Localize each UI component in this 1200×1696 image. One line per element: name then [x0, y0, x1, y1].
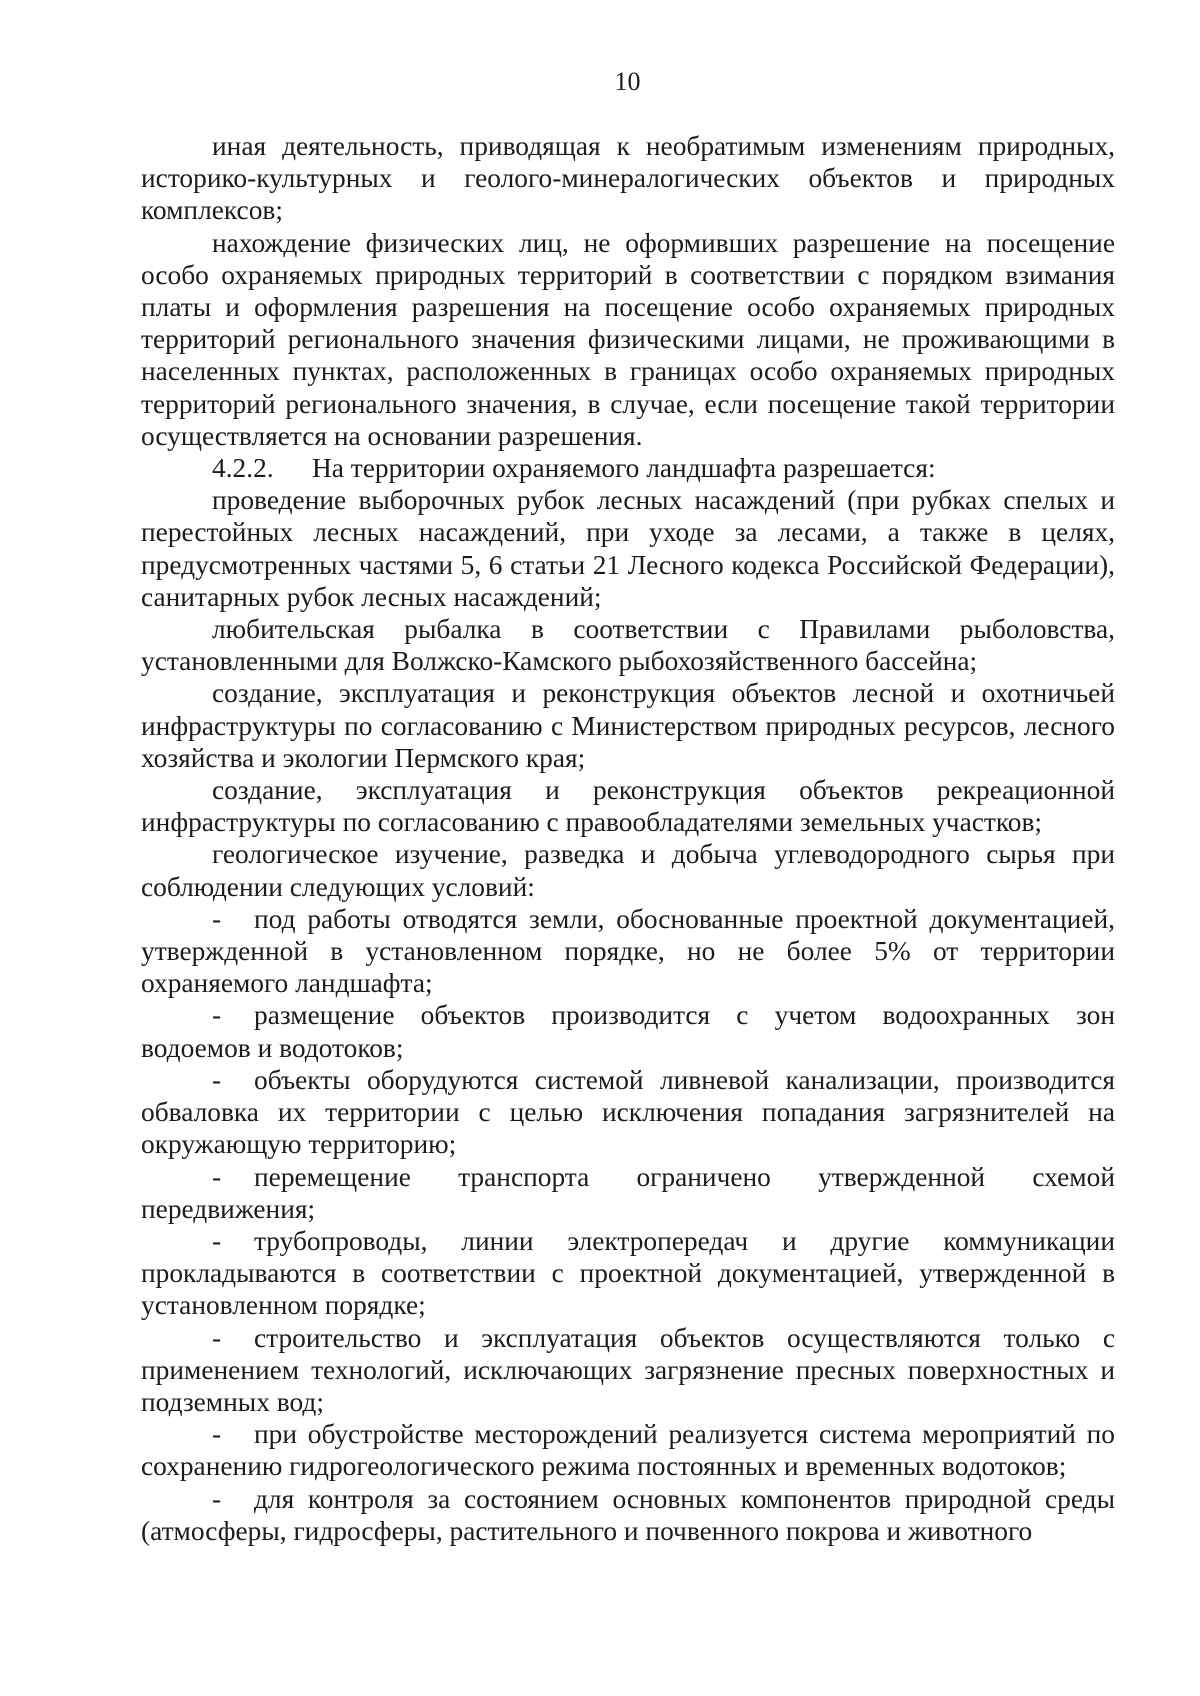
section-number: 4.2.2.: [212, 453, 274, 484]
paragraph-text: любительская рыбалка в соответствии с Правилами рыболовства, установленными для Волжско-Камского рыбохозяйственного бассейна;: [141, 614, 1115, 677]
paragraph-text: иная деятельность, приводящая к необратимым изменениям природных, историко-культурных и геолого-минералогических объектов и природных комплексов;: [141, 131, 1115, 226]
paragraph-text: нахождение физических лиц, не оформивших разрешение на посещение особо охраняемых природных территорий в соответствии с порядком взимания платы и оформления разрешения на посещение особо охраняемых природных территорий регионального значения физическими лицами, не проживающими в населенных пунктах, расположенных в границах особо охраняемых природных территорий регионального значения, в случае, если посещение такой территории осуществляется на основании разрешения.: [141, 227, 1115, 451]
paragraph: [141, 774, 1115, 838]
list-marker: -: [212, 903, 222, 934]
list-marker: -: [212, 1000, 222, 1031]
list-item: [141, 1483, 1115, 1547]
paragraph: [141, 838, 1115, 902]
paragraph-text: геологическое изучение, разведка и добыча углеводородного сырья при соблюдении следующих условий:: [141, 839, 1115, 902]
list-item: [141, 1161, 1115, 1225]
paragraph-text: строительство и эксплуатация объектов осуществляются только с применением технологий, исключающих загрязнение пресных поверхностных и подземных вод;: [141, 1322, 1115, 1417]
paragraph-text: трубопроводы, линии электропередач и другие коммуникации прокладываются в соответствии с проектной документацией, утвержденной в установленном порядке;: [141, 1225, 1115, 1321]
paragraph-text: проведение выборочных рубок лесных насаждений (при рубках спелых и перестойных лесных насаждений, при уходе за лесами, а также в целях, предусмотренных частями 5, 6 статьи 21 Лесного кодекса Российской Федерации), санитарных рубок лесных насаждений;: [141, 485, 1115, 612]
document-body: [141, 130, 1115, 1547]
list-marker: -: [212, 1225, 222, 1256]
section-paragraph: [141, 452, 1115, 484]
list-item: [141, 903, 1115, 1000]
list-marker: -: [212, 1322, 222, 1353]
list-item: [141, 1064, 1115, 1161]
list-marker: -: [212, 1419, 222, 1450]
paragraph-text: создание, эксплуатация и реконструкция объектов лесной и охотничьей инфраструктуры по согласованию с Министерством природных ресурсов, лесного хозяйства и экологии Пермского края;: [141, 678, 1115, 773]
paragraph-text: создание, эксплуатация и реконструкция объектов рекреационной инфраструктуры по согласованию с правообладателями земельных участков;: [141, 775, 1115, 838]
paragraph: [141, 130, 1115, 227]
list-marker: -: [212, 1064, 222, 1095]
paragraph-text: объекты оборудуются системой ливневой канализации, производится обваловка их территории с целью исключения попадания загрязнителей на окружающую территорию;: [141, 1064, 1115, 1160]
list-item: [141, 999, 1115, 1063]
list-marker: -: [212, 1161, 222, 1192]
paragraph: [141, 677, 1115, 774]
paragraph-text: размещение объектов производится с учетом водоохранных зон водоемов и водотоков;: [141, 1000, 1115, 1063]
page-number: 10: [614, 67, 641, 96]
paragraph-text: перемещение транспорта ограничено утвержденной схемой передвижения;: [141, 1161, 1115, 1224]
list-item: [141, 1418, 1115, 1482]
paragraph-text: На территории охраняемого ландшафта разрешается:: [312, 453, 936, 484]
list-marker: -: [212, 1483, 222, 1514]
list-item: [141, 1322, 1115, 1419]
paragraph: [141, 484, 1115, 613]
paragraph-text: при обустройстве месторождений реализуется система мероприятий по сохранению гидрогеологического режима постоянных и временных водотоков;: [141, 1419, 1115, 1482]
paragraph: [141, 613, 1115, 677]
paragraph: [141, 227, 1115, 452]
paragraph-text: под работы отводятся земли, обоснованные проектной документацией, утвержденной в установленном порядке, но не более 5% от территории охраняемого ландшафта;: [141, 903, 1115, 999]
paragraph-text: для контроля за состоянием основных компонентов природной среды (атмосферы, гидросферы, растительного и почвенного покрова и животного: [141, 1483, 1115, 1546]
list-item: [141, 1225, 1115, 1322]
